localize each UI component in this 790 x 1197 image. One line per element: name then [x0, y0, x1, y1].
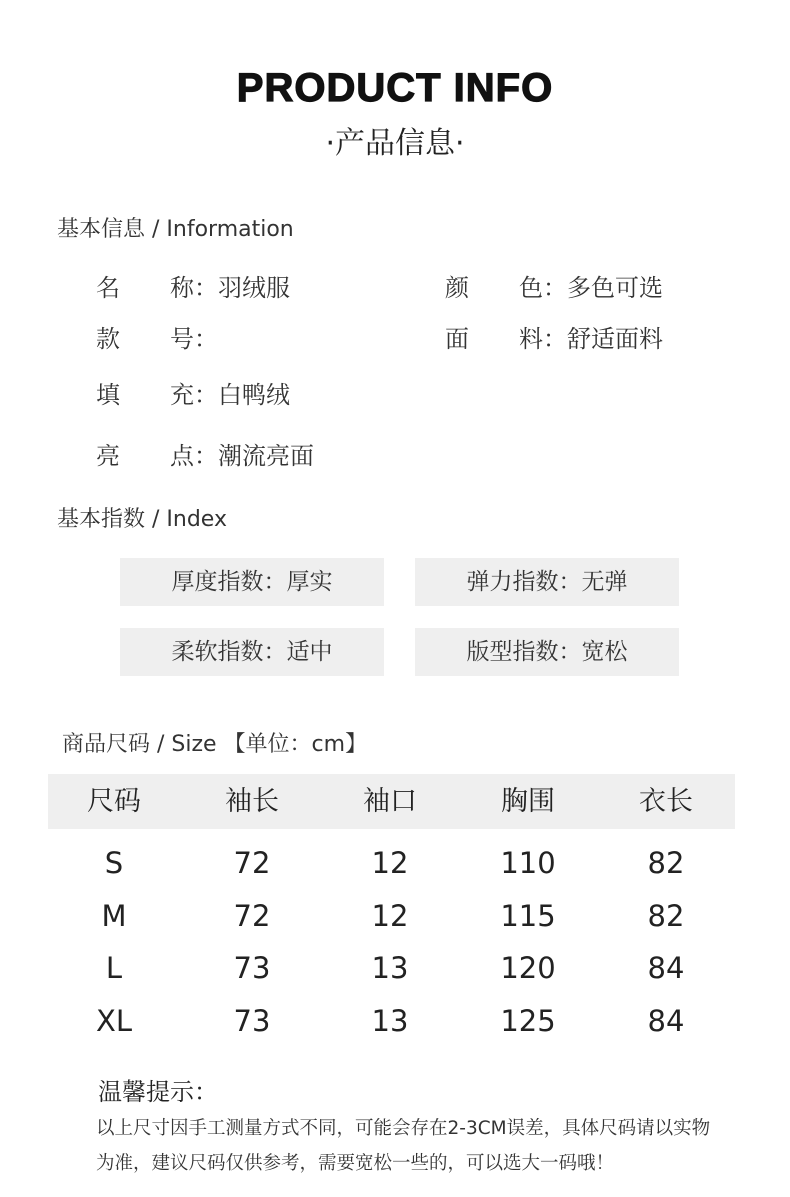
table-cell: XL [95, 1004, 133, 1038]
table-cell: 72 [233, 846, 271, 880]
info-row-style-number: 款号： [96, 319, 218, 354]
info-row-fabric: 面料：舒适面料 [445, 319, 663, 354]
table-cell: 120 [500, 951, 556, 985]
table-cell: 82 [647, 846, 685, 880]
table-cell: 73 [233, 1004, 271, 1038]
tips-title: 温馨提示： [98, 1078, 218, 1106]
page-title: PRODUCT INFO [236, 66, 554, 110]
table-cell: 73 [233, 951, 271, 985]
info-row-color: 颜色：多色可选 [445, 268, 663, 303]
info-value: 白鸭绒 [218, 381, 290, 409]
table-cell: 12 [371, 899, 409, 933]
info-row-name: 名称：羽绒服 [96, 268, 290, 303]
tips-line-2: 为准，建议尺码仅供参考，需要宽松一些的，可以选大一码哦！ [96, 1153, 615, 1174]
table-cell: 12 [371, 846, 409, 880]
table-row [48, 899, 735, 939]
table-cell: 84 [647, 1004, 685, 1038]
section-label-size: 商品尺码 / Size 【单位：cm】 [62, 732, 368, 757]
table-cell: 110 [500, 846, 556, 880]
info-value: 多色可选 [567, 274, 663, 302]
index-thickness: 厚度指数：厚实 [120, 558, 384, 606]
header-cell-cuff: 袖口 [363, 786, 417, 817]
index-fit: 版型指数：宽松 [415, 628, 679, 676]
table-cell: 13 [371, 1004, 409, 1038]
table-cell: 82 [647, 899, 685, 933]
size-table-header [48, 774, 735, 829]
index-elasticity: 弹力指数：无弹 [415, 558, 679, 606]
info-key: 面料 [445, 325, 543, 353]
info-key: 名称 [96, 274, 194, 302]
header-cell-size: 尺码 [87, 786, 141, 817]
page-subtitle: ·产品信息· [325, 126, 465, 161]
info-value: 潮流亮面 [218, 442, 314, 470]
table-cell: 84 [647, 951, 685, 985]
index-softness: 柔软指数：适中 [120, 628, 384, 676]
header-cell-chest: 胸围 [501, 786, 555, 817]
info-key: 填充 [96, 381, 194, 409]
info-row-highlight: 亮点：潮流亮面 [96, 436, 314, 471]
table-cell: 13 [371, 951, 409, 985]
section-label-index: 基本指数 / Index [57, 507, 227, 532]
table-cell: M [101, 899, 127, 933]
table-row [48, 846, 735, 886]
section-label-information: 基本信息 / Information [57, 217, 294, 242]
tips-line-1: 以上尺寸因手工测量方式不同，可能会存在2-3CM误差，具体尺码请以实物 [96, 1118, 711, 1139]
table-cell: S [104, 846, 124, 880]
table-row [48, 951, 735, 991]
table-cell: 72 [233, 899, 271, 933]
table-cell: 125 [500, 1004, 556, 1038]
info-value: 舒适面料 [567, 325, 663, 353]
info-key: 款号 [96, 325, 194, 353]
header-cell-sleeve-length: 袖长 [225, 786, 279, 817]
info-key: 颜色 [445, 274, 543, 302]
table-cell: 115 [500, 899, 556, 933]
header-cell-length: 衣长 [639, 786, 693, 817]
info-value: 羽绒服 [218, 274, 290, 302]
info-row-filling: 填充：白鸭绒 [96, 375, 290, 410]
table-row [48, 1004, 735, 1044]
table-cell: L [105, 951, 123, 985]
info-key: 亮点 [96, 442, 194, 470]
